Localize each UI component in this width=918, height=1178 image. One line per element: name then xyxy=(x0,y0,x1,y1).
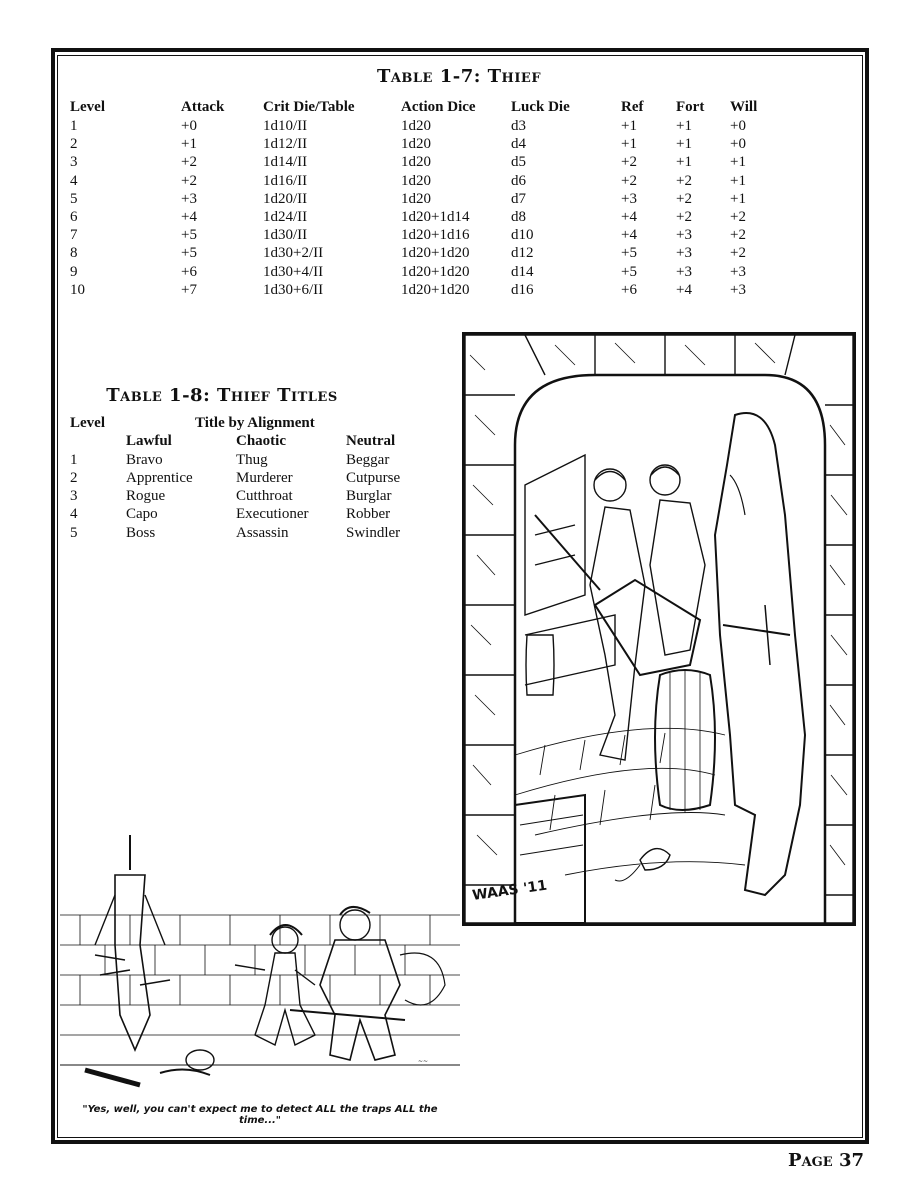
table-1-7-cell: +2 xyxy=(621,172,637,189)
table-1-7-cell: 1d20+1d14 xyxy=(401,209,470,226)
table-1-7-cell: 8 xyxy=(70,245,78,262)
table-1-7-cell: 5 xyxy=(70,190,78,207)
table-1-7-cell: d5 xyxy=(511,154,526,171)
table-1-8-cell: Capo xyxy=(126,506,158,523)
table-1-7-cell: 7 xyxy=(70,227,78,244)
trap-cartoon xyxy=(60,835,460,1100)
table-1-7-cell: 1d20 xyxy=(401,172,431,189)
table-1-7-cell: +3 xyxy=(676,245,692,262)
table-1-8-cell: Executioner xyxy=(236,506,309,523)
table-1-8-cell: Cutthroat xyxy=(236,488,293,505)
table-1-7-header-row xyxy=(70,98,780,117)
table-1-7-cell: +3 xyxy=(676,263,692,280)
table-1-7-cell: +2 xyxy=(181,154,197,171)
illustration-signature: WAAS '11 xyxy=(471,877,549,904)
table-1-7-row xyxy=(70,172,780,190)
table-1-7-cell: +1 xyxy=(676,136,692,153)
table-1-7-cell: 3 xyxy=(70,154,78,171)
table-1-7-cell: +1 xyxy=(730,154,746,171)
table-1-7-row xyxy=(70,190,780,208)
table-1-8-cell: Bravo xyxy=(126,451,163,468)
table-1-7-row xyxy=(70,135,780,153)
table-1-7-cell: 1d20+1d20 xyxy=(401,281,470,298)
cartoon-drawing xyxy=(60,835,460,1100)
table-1-7-cell: 2 xyxy=(70,136,78,153)
col-fort: Fort xyxy=(676,99,705,115)
table-1-7-cell: +5 xyxy=(181,245,197,262)
table-1-7-row xyxy=(70,117,780,135)
table-1-7-cell: +3 xyxy=(676,227,692,244)
table-1-7-cell: 4 xyxy=(70,172,78,189)
table-1-7-cell: d7 xyxy=(511,190,526,207)
table-1-7-row xyxy=(70,153,780,171)
table-1-7-cell: 10 xyxy=(70,281,85,298)
table-1-7-cell: d4 xyxy=(511,136,526,153)
table-1-7-cell: 1d30+6/II xyxy=(263,281,324,298)
t18-level-header: Level xyxy=(70,415,105,431)
table-1-8-cell: Beggar xyxy=(346,451,390,468)
table-1-7-cell: +3 xyxy=(621,190,637,207)
table-1-7-row xyxy=(70,208,780,226)
table-1-8-cell: 1 xyxy=(70,451,78,468)
table-1-7-cell: 1 xyxy=(70,118,78,135)
table-1-8-cell: Burglar xyxy=(346,488,392,505)
t18-chaotic: Chaotic xyxy=(236,433,286,450)
table-1-8-cell: Assassin xyxy=(236,524,289,541)
table-1-7-row xyxy=(70,244,780,262)
table-1-8-title: Table 1-8: Thief Titles xyxy=(106,385,338,406)
table-1-7-cell: 1d20+1d20 xyxy=(401,245,470,262)
table-1-7-cell: 9 xyxy=(70,263,78,280)
table-1-7-cell: 1d16/II xyxy=(263,172,308,189)
table-1-7-cell: +1 xyxy=(730,172,746,189)
table-1-7-cell: 1d20 xyxy=(401,118,431,135)
table-1-7-cell: d14 xyxy=(511,263,534,280)
table-1-8-cell: Thug xyxy=(236,451,268,468)
col-action-dice: Action Dice xyxy=(401,99,476,115)
table-1-7-cell: +2 xyxy=(676,172,692,189)
table-1-7-cell: +4 xyxy=(676,281,692,298)
t18-group-header: Title by Alignment xyxy=(195,415,315,431)
table-1-8-row xyxy=(70,451,426,469)
table-1-7-cell: d12 xyxy=(511,245,534,262)
col-luck-die: Luck Die xyxy=(511,99,570,115)
table-1-7-cell: +4 xyxy=(621,227,637,244)
table-1-7-cell: +1 xyxy=(730,190,746,207)
svg-text:~~: ~~ xyxy=(418,1058,429,1065)
table-1-7-cell: +0 xyxy=(730,118,746,135)
table-1-7-cell: +7 xyxy=(181,281,197,298)
illustration-drawing xyxy=(465,335,853,923)
table-1-7-cell: +6 xyxy=(181,263,197,280)
col-ref: Ref xyxy=(621,99,644,115)
table-1-8-cell: Boss xyxy=(126,524,156,541)
table-1-7-cell: +5 xyxy=(181,227,197,244)
table-1-7-cell: 1d20 xyxy=(401,154,431,171)
table-1-7-cell: +1 xyxy=(621,118,637,135)
table-1-7-cell: 1d14/II xyxy=(263,154,308,171)
table-1-7-title: Table 1-7: Thief xyxy=(376,66,542,87)
table-1-8-cell: Murderer xyxy=(236,469,293,486)
table-1-7-cell: d3 xyxy=(511,118,526,135)
table-1-7-cell: d8 xyxy=(511,209,526,226)
table-1-7-cell: d10 xyxy=(511,227,534,244)
table-1-7-cell: +4 xyxy=(181,209,197,226)
table-1-7-cell: 1d30+2/II xyxy=(263,245,324,262)
table-1-7-cell: +1 xyxy=(676,118,692,135)
table-1-8-cell: Robber xyxy=(346,506,391,523)
table-1-7-cell: 6 xyxy=(70,209,78,226)
t18-neutral: Neutral xyxy=(346,433,396,450)
table-1-8-row xyxy=(70,469,426,487)
thief-guard-illustration xyxy=(462,332,856,926)
table-1-8-cell: 2 xyxy=(70,469,78,486)
table-1-7-cell: 1d24/II xyxy=(263,209,308,226)
table-1-8-row xyxy=(70,487,426,505)
table-1-7-cell: +5 xyxy=(621,263,637,280)
table-1-7-cell: +1 xyxy=(676,154,692,171)
table-1-7-cell: 1d30/II xyxy=(263,227,308,244)
table-1-7-row xyxy=(70,263,780,281)
table-1-7-cell: 1d10/II xyxy=(263,118,308,135)
col-level: Level xyxy=(70,99,105,115)
table-1-7-cell: +6 xyxy=(621,281,637,298)
table-1-8-cell: Swindler xyxy=(346,524,401,541)
table-1-7-row xyxy=(70,281,780,299)
table-1-8-cell: Apprentice xyxy=(126,469,193,486)
col-crit: Crit Die/Table xyxy=(263,99,355,115)
table-1-7-cell: +1 xyxy=(621,136,637,153)
table-1-7-cell: +5 xyxy=(621,245,637,262)
page-number: Page 37 xyxy=(788,1150,864,1171)
table-1-7-cell: +1 xyxy=(181,136,197,153)
table-1-8-row xyxy=(70,524,426,542)
table-1-7-cell: 1d30+4/II xyxy=(263,263,324,280)
table-1-8 xyxy=(70,414,426,542)
table-1-8-cell: 4 xyxy=(70,506,78,523)
table-1-7-cell: 1d12/II xyxy=(263,136,308,153)
table-1-7-cell: +2 xyxy=(730,245,746,262)
table-1-7-cell: +2 xyxy=(676,190,692,207)
table-1-7-cell: +3 xyxy=(730,281,746,298)
table-1-7-cell: +3 xyxy=(730,263,746,280)
table-1-7-cell: +3 xyxy=(181,190,197,207)
table-1-7-cell: 1d20+1d20 xyxy=(401,263,470,280)
table-1-8-cell: 5 xyxy=(70,524,78,541)
table-1-7-cell: 1d20+1d16 xyxy=(401,227,470,244)
cartoon-caption: "Yes, well, you can't expect me to detect ALL the traps ALL the time..." xyxy=(82,1104,438,1126)
table-1-8-cell: Rogue xyxy=(126,488,166,505)
table-1-7 xyxy=(70,98,780,299)
table-1-7-cell: +0 xyxy=(181,118,197,135)
table-1-7-cell: +0 xyxy=(730,136,746,153)
table-1-7-cell: d6 xyxy=(511,172,526,189)
table-1-8-cell: Cutpurse xyxy=(346,469,401,486)
table-1-7-cell: d16 xyxy=(511,281,534,298)
col-will: Will xyxy=(730,99,758,115)
table-1-7-cell: +2 xyxy=(676,209,692,226)
table-1-7-cell: 1d20/II xyxy=(263,190,308,207)
table-1-7-cell: +2 xyxy=(181,172,197,189)
table-1-7-cell: +2 xyxy=(730,209,746,226)
t18-lawful: Lawful xyxy=(126,433,172,450)
table-1-7-cell: 1d20 xyxy=(401,136,431,153)
table-1-8-row xyxy=(70,505,426,523)
table-1-7-row xyxy=(70,226,780,244)
table-1-7-cell: +2 xyxy=(730,227,746,244)
table-1-8-cell: 3 xyxy=(70,488,78,505)
table-1-7-cell: +4 xyxy=(621,209,637,226)
table-1-7-cell: 1d20 xyxy=(401,190,431,207)
col-attack: Attack xyxy=(181,99,225,115)
table-1-7-cell: +2 xyxy=(621,154,637,171)
